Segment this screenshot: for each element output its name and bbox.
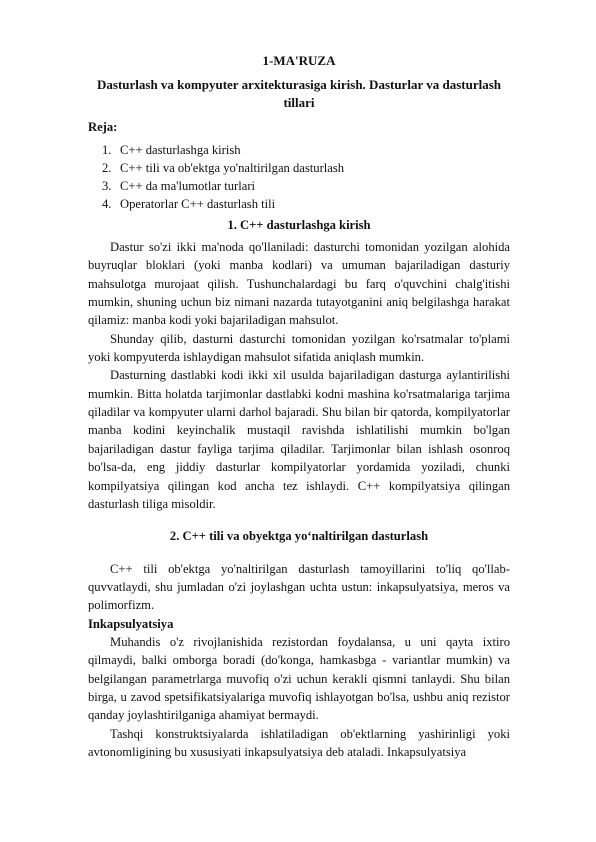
section-2-paragraph: C++ tili ob'ektga yo'naltirilgan dasturlash tamoyillarini to'liq qo'llab-quvvatlaydi, shu jumladan o'zi joylashgan uchta ustun: inkapsulyatsiya, meros va polimorfizm. bbox=[88, 561, 510, 613]
plan-item-number: 3. bbox=[102, 178, 112, 193]
section-1-paragraph: Shunday qilib, dasturni dasturchi tomonidan yozilgan ko'rsatmalar to'plami yoki kompyuterda ishlaydigan mahsulot sifatida aniqlash mumkin. bbox=[88, 331, 510, 365]
document-page bbox=[88, 52, 510, 761]
plan-item bbox=[88, 159, 510, 177]
plan-item-number: 1. bbox=[102, 142, 112, 157]
plan-item-text: C++ tili va ob'ektga yo'naltirilgan dasturlash bbox=[120, 160, 345, 175]
plan-item-number: 4. bbox=[102, 196, 112, 211]
encapsulation-paragraph: Tashqi konstruktsiyalarda ishlatiladigan ob'ektlarning yashirinligi yoki avtonomligining bu xususiyati inkapsulyatsiya deb ataladi. Inkapsulyatsiya bbox=[88, 726, 510, 759]
lecture-title: 1-MA'RUZA bbox=[262, 53, 336, 68]
section-1-paragraph: Dastur so'zi ikki ma'noda qo'llaniladi: dasturchi tomonidan yozilgan alohida buyruqlar bloklari (yoki manba kodlari) va umuman bajariladigan dasturiy mahsulotga murojaat qilish. Tushunchalardagi bu farq o'quvchini chalg'itishi mumkin, shuning uchun biz nimani nazarda tutayotganini aniq belgilashga harakat qilamiz: manba kodi yoki bajariladigan mahsulot. bbox=[88, 240, 510, 328]
lecture-subtitle: Dasturlash va kompyuter arxitekturasiga kirish. Dasturlar va dasturlash tillari bbox=[97, 77, 501, 111]
plan-item bbox=[88, 141, 510, 159]
section-1-paragraph: Dasturning dastlabki kodi ikki xil usulda bajariladigan dasturga aylantirilishi mumkin. Bitta holatda tarjimonlar dastlabki kodni mashina ko'rsatmalariga tarjima qiladilar va kompyuter ularni darhol bajaradi. Shu bilan bir qatorda, kompilyatorlar manba kodini keyinchalik mustaqil ravishda ishlatilishi mumkin bo'lgan bajariladigan dastur fayliga tarjima qiladilar. Tarjimonlar bilan ishlash osonroq bo'lsa-da, eng jiddiy dasturlar kompilyatorlar yordamida yoziladi, chunki kompilyatsiya qilingan kod ancha tez ishlaydi. C++ kompilyatsiya qilingan dasturlash tiliga misoldir. bbox=[88, 368, 510, 511]
plan-item-text: C++ dasturlashga kirish bbox=[120, 142, 241, 157]
plan-item bbox=[88, 177, 510, 195]
plan-item-number: 2. bbox=[102, 160, 112, 175]
plan-item-text: C++ da ma'lumotlar turlari bbox=[120, 178, 256, 193]
encapsulation-paragraph: Muhandis o'z rivojlanishida rezistordan foydalansa, u uni qayta ixtiro qilmaydi, balki omborga boradi (do'konga, hamkasbga - variantlar mumkin) va belgilangan parametrlarga muvofiq o'zi uchun kerakli qismni tanlaydi. Shu bilan birga, u zavod spetsifikatsiyalariga muvofiq ishlayotgan bo'lsa, ushbu aniq rezistor qanday joylashtirilganiga ahamiyat bermaydi. bbox=[88, 634, 510, 723]
plan-item-text: Operatorlar C++ dasturlash tili bbox=[120, 196, 276, 211]
plan-list bbox=[88, 141, 510, 213]
section-1-heading: 1. C++ dasturlashga kirish bbox=[227, 217, 371, 232]
plan-item bbox=[88, 195, 510, 213]
section-2-heading: 2. C++ tili va obyektga yo‘naltirilgan dasturlash bbox=[169, 529, 429, 544]
encapsulation-heading: Inkapsulyatsiya bbox=[88, 616, 174, 631]
plan-label: Reja: bbox=[88, 120, 118, 135]
